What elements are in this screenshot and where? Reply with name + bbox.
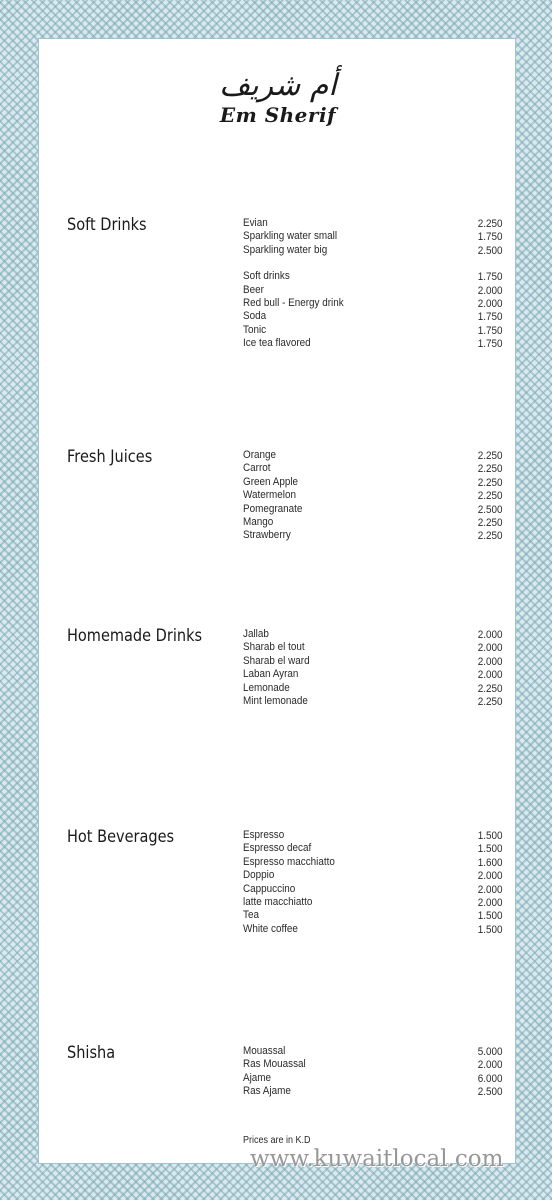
menu-item-row [243, 244, 503, 257]
item-price: 2.000 [478, 883, 503, 896]
item-price: 2.500 [478, 1086, 503, 1099]
menu-item-row [243, 856, 503, 869]
item-price: 1.500 [478, 830, 503, 842]
menu-item-row [243, 896, 503, 909]
menu-item-row [243, 1045, 503, 1058]
item-name: Sparkling water small [243, 230, 338, 243]
menu-item-row [243, 695, 503, 708]
item-price: 1.750 [478, 271, 503, 284]
menu-item-row [243, 270, 503, 283]
item-price: 2.000 [478, 284, 503, 297]
item-name: Espresso decaf [243, 842, 312, 855]
item-name: Sharab el ward [243, 654, 310, 667]
em-sherif-logo [39, 69, 517, 127]
item-price: 2.250 [478, 530, 503, 543]
item-name: Green Apple [243, 475, 299, 488]
item-price: 1.750 [478, 311, 503, 324]
item-price: 1.750 [478, 324, 503, 337]
item-list [243, 217, 503, 351]
menu-item-row [243, 842, 503, 855]
item-price: 2.000 [478, 1059, 503, 1072]
item-name: Ajame [243, 1071, 272, 1084]
item-price: 2.000 [478, 655, 503, 668]
item-name: Ice tea flavored [243, 337, 311, 350]
item-price: 1.600 [478, 856, 503, 869]
item-price: 1.500 [478, 843, 503, 856]
menu-card [38, 38, 516, 1164]
menu-item-row [243, 668, 503, 681]
item-name: Tea [243, 909, 259, 922]
item-name: Pomegranate [243, 502, 303, 515]
item-price: 2.000 [478, 642, 503, 655]
menu-item-row [243, 217, 503, 230]
item-price: 2.000 [478, 629, 503, 641]
item-name: Evian [243, 217, 268, 229]
item-name: Laban Ayran [243, 668, 299, 681]
item-name: Ras Mouassal [243, 1058, 306, 1071]
item-name: latte macchiatto [243, 895, 313, 908]
item-name: White coffee [243, 922, 298, 935]
item-price: 2.250 [478, 490, 503, 503]
menu-item-row [243, 909, 503, 922]
menu-item-row [243, 324, 503, 337]
item-price: 2.000 [478, 896, 503, 909]
menu-item-row [243, 476, 503, 489]
item-price: 5.000 [478, 1046, 503, 1058]
item-name: Strawberry [243, 529, 291, 542]
section-title: Fresh Juices [67, 447, 153, 466]
menu-item-row [243, 310, 503, 323]
website-watermark: www.kuwaitlocal.com [250, 1146, 504, 1172]
logo-arabic-text: أم شريف [219, 68, 337, 103]
prices-currency-note: Prices are in K.D [243, 1135, 311, 1146]
item-name: Lemonade [243, 681, 290, 694]
item-price: 1.500 [478, 923, 503, 936]
menu-item-row [243, 449, 503, 462]
item-name: Sparkling water big [243, 243, 328, 256]
section-title: Soft Drinks [67, 215, 147, 234]
item-price: 1.750 [478, 338, 503, 351]
item-name: Soft drinks [243, 270, 290, 283]
menu-item-row [243, 883, 503, 896]
menu-item-row [243, 655, 503, 668]
item-name: Tonic [243, 323, 267, 336]
item-list [243, 449, 503, 543]
item-price: 2.250 [478, 450, 503, 462]
item-price: 2.000 [478, 870, 503, 883]
item-price: 1.500 [478, 910, 503, 923]
item-name: Ras Ajame [243, 1085, 291, 1098]
menu-item-row [243, 641, 503, 654]
item-price: 2.500 [478, 244, 503, 257]
section-title: Homemade Drinks [67, 626, 203, 645]
menu-item-row [243, 923, 503, 936]
menu-item-row [243, 230, 503, 243]
item-name: Sharab el tout [243, 641, 305, 654]
menu-item-row [243, 462, 503, 475]
menu-item-row [243, 1085, 503, 1098]
item-price: 2.250 [478, 682, 503, 695]
item-name: Espresso [243, 829, 285, 841]
item-price: 2.500 [478, 503, 503, 516]
menu-item-row [243, 628, 503, 641]
item-name: Mango [243, 515, 274, 528]
menu-item-row [243, 489, 503, 502]
item-price: 1.750 [478, 231, 503, 244]
item-name: Mouassal [243, 1045, 286, 1057]
item-price: 2.250 [478, 476, 503, 489]
item-price: 2.000 [478, 669, 503, 682]
menu-item-row [243, 682, 503, 695]
section-title: Shisha [67, 1043, 116, 1062]
menu-item-row [243, 1072, 503, 1085]
section-title: Hot Beverages [67, 827, 175, 846]
menu-item-row [243, 829, 503, 842]
menu-item-row [243, 529, 503, 542]
item-name: Carrot [243, 462, 271, 475]
item-name: Beer [243, 283, 264, 296]
item-name: Soda [243, 310, 267, 323]
item-price: 2.250 [478, 218, 503, 230]
item-name: Red bull - Energy drink [243, 296, 344, 309]
menu-item-row [243, 284, 503, 297]
item-price: 2.000 [478, 297, 503, 310]
item-price: 2.250 [478, 516, 503, 529]
menu-item-row [243, 297, 503, 310]
item-list [243, 829, 503, 936]
menu-item-row [243, 337, 503, 350]
item-list [243, 628, 503, 708]
item-name: Watermelon [243, 489, 297, 502]
item-price: 2.250 [478, 695, 503, 708]
item-name: Orange [243, 449, 277, 461]
menu-item-row [243, 503, 503, 516]
menu-item-row [243, 869, 503, 882]
item-list [243, 1045, 503, 1099]
item-name: Espresso macchiatto [243, 855, 335, 868]
item-name: Doppio [243, 869, 275, 882]
logo-english-text: Em Sherif [219, 103, 337, 127]
item-name: Mint lemonade [243, 694, 308, 707]
item-price: 6.000 [478, 1072, 503, 1085]
item-name: Cappuccino [243, 882, 296, 895]
menu-item-row [243, 1058, 503, 1071]
item-price: 2.250 [478, 463, 503, 476]
menu-item-row [243, 516, 503, 529]
item-name: Jallab [243, 628, 269, 640]
